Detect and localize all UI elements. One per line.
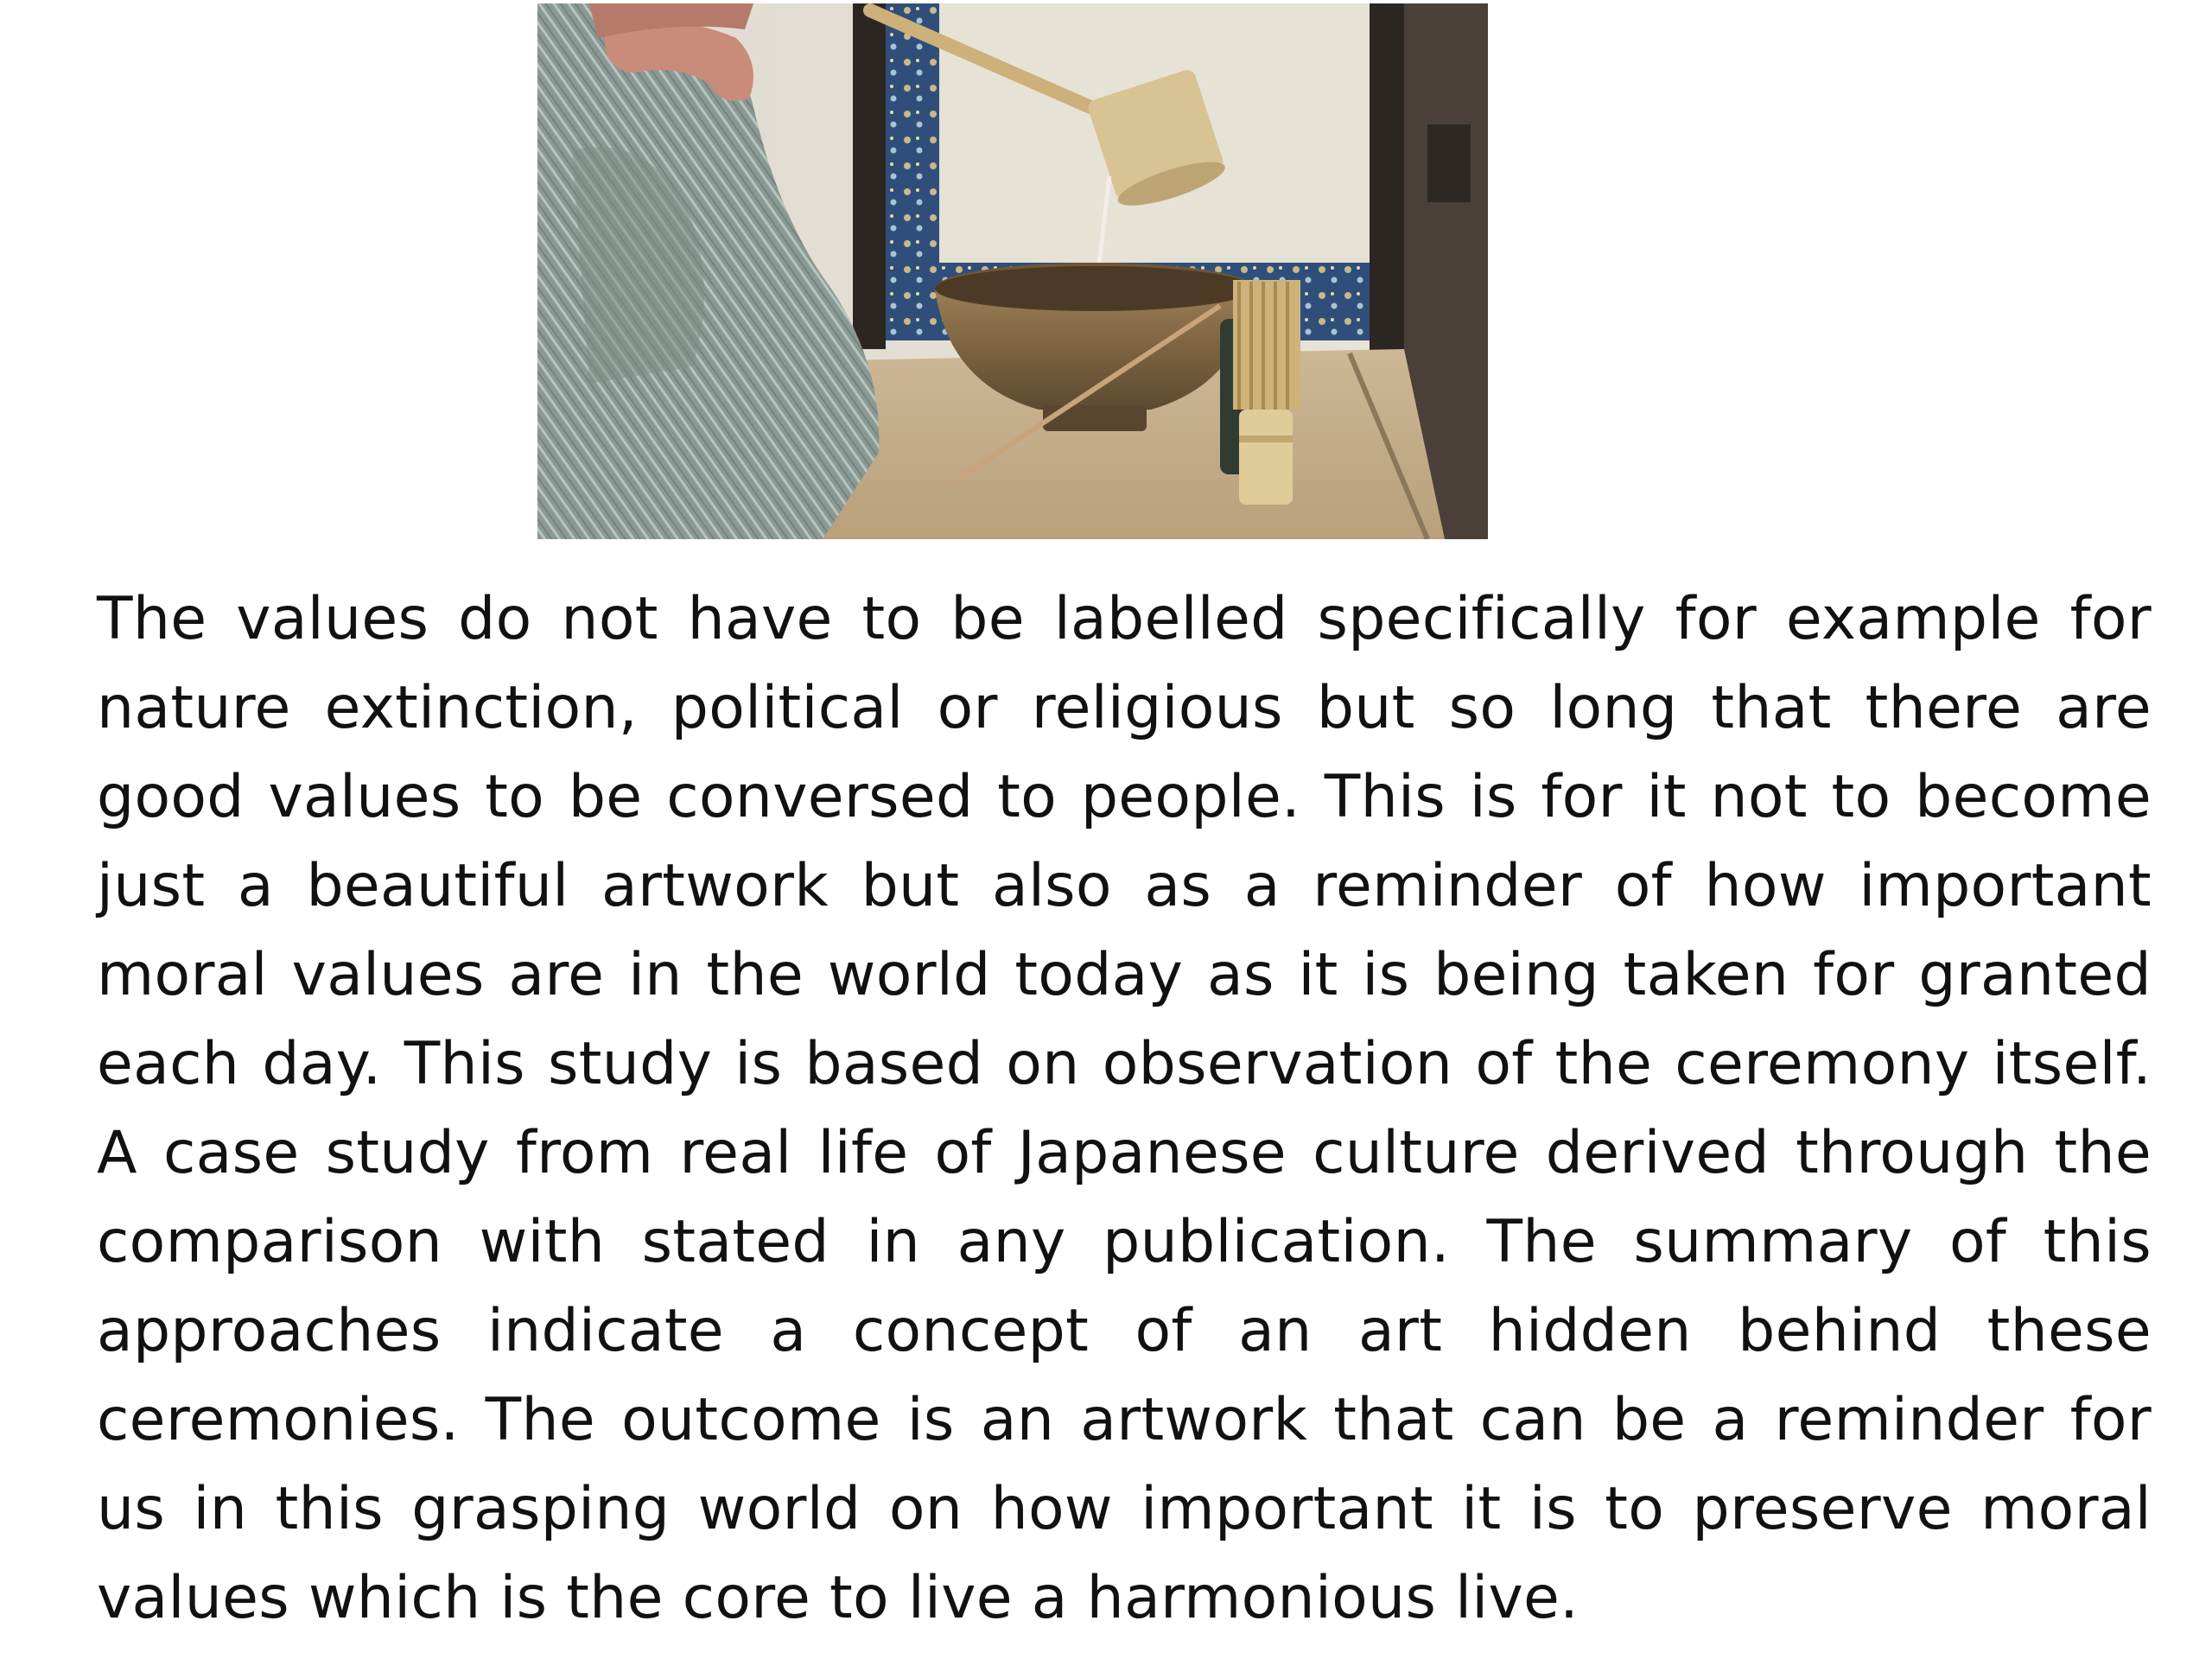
tea-ceremony-photo <box>537 3 1488 539</box>
body-paragraph: The values do not have to be labelled specifically for example for nature extinction, political or religious but so long that there are good values to be conversed to people. This is for it not to become just a beautiful artwork but also as a reminder of how important moral values are in the world today as it is being taken for granted each day. This study is based on observation of the ceremony itself. A case study from real life of Japanese culture derived through the comparison with stated in any publication. The summary of this approaches indicate a concept of an art hidden behind these ceremonies. The outcome is an artwork that can be a reminder for us in this grasping world on how important it is to preserve moral values which is the core to live a harmonious live. <box>97 585 2152 1632</box>
